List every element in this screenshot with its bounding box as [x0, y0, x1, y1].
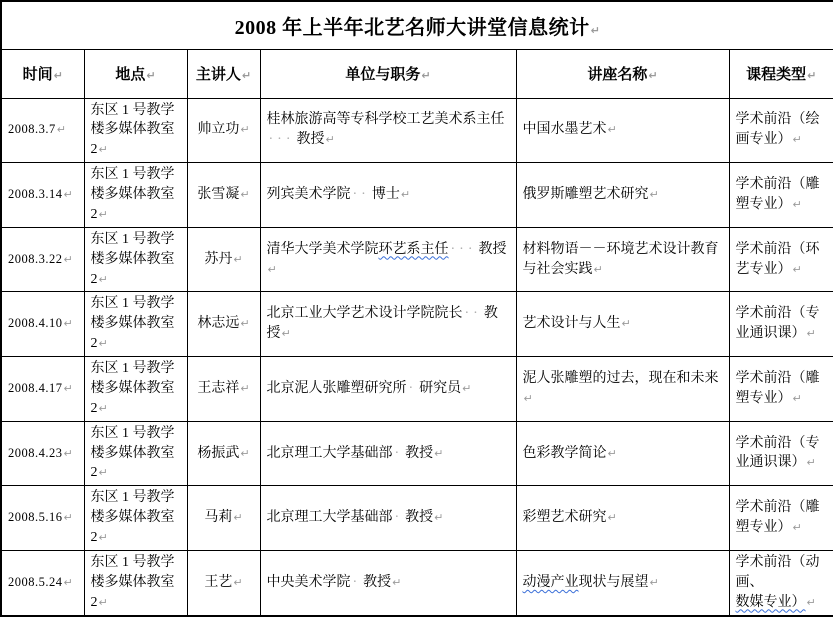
space-formatting-marks: · — [352, 574, 362, 590]
cell-text: 中国水墨艺术 — [522, 122, 607, 138]
paragraph-mark-icon: ↵ — [807, 69, 817, 82]
lecture-cell[interactable] — [516, 550, 729, 615]
time-cell[interactable] — [1, 163, 84, 228]
speaker-cell[interactable] — [187, 550, 260, 615]
lecture-cell[interactable] — [516, 292, 729, 357]
cell-text: 2008.3.14 — [8, 187, 63, 202]
lecture-cell[interactable] — [516, 98, 729, 163]
speaker-cell[interactable] — [187, 292, 260, 357]
place-cell[interactable] — [84, 550, 187, 615]
cell-text: 学术前沿（雕塑专业） — [735, 500, 820, 536]
paragraph-mark-icon: ↵ — [806, 595, 816, 609]
paragraph-mark-icon: ↵ — [649, 575, 659, 589]
cell-text: 桂林旅游高等专科学校工艺美术系主任 — [266, 112, 505, 128]
speaker-cell[interactable] — [187, 98, 260, 163]
cell-text: 北京泥人张雕塑研究所 — [266, 380, 407, 396]
cell-text: 博士 — [371, 187, 400, 202]
course-cell[interactable] — [729, 550, 833, 615]
unit-cell[interactable] — [260, 163, 516, 228]
place-cell[interactable] — [84, 486, 187, 551]
cell-text: 2008.4.17 — [8, 380, 63, 395]
table-row — [1, 357, 833, 422]
speaker-cell[interactable] — [187, 357, 260, 422]
lecture-cell[interactable] — [516, 163, 729, 228]
cell-text: 教授 — [296, 132, 325, 148]
time-cell[interactable] — [1, 421, 84, 486]
paragraph-mark-icon: ↵ — [146, 69, 156, 82]
cell-text: 彩塑艺术研究 — [522, 510, 607, 526]
paragraph-mark-icon: ↵ — [281, 327, 291, 341]
cell-text: 2008.5.16 — [8, 510, 63, 525]
unit-cell[interactable] — [260, 98, 516, 163]
space-formatting-marks: · — [394, 445, 404, 461]
paragraph-mark-icon: ↵ — [607, 123, 617, 137]
unit-cell[interactable] — [260, 292, 516, 357]
paragraph-mark-icon: ↵ — [233, 575, 243, 589]
cell-text: 北京理工大学基础部 — [266, 445, 393, 461]
space-formatting-marks: ··· — [268, 132, 295, 148]
cell-text: 列宾美术学院 — [266, 187, 351, 202]
paragraph-mark-icon: ↵ — [590, 23, 601, 37]
paragraph-mark-icon: ↵ — [63, 252, 74, 266]
paragraph-mark-icon: ↵ — [63, 188, 74, 202]
paragraph-mark-icon: ↵ — [792, 197, 802, 211]
paragraph-mark-icon: ↵ — [56, 123, 67, 137]
paragraph-mark-icon: ↵ — [434, 446, 444, 460]
cell-text: 王志祥 — [197, 380, 240, 396]
column-header-unit[interactable] — [260, 49, 516, 98]
paragraph-mark-icon: ↵ — [621, 317, 631, 331]
paragraph-mark-icon: ↵ — [98, 401, 108, 415]
cell-text: 东区 1 号教学楼多媒体教室 2 — [90, 361, 175, 416]
column-header-time[interactable] — [1, 49, 84, 98]
time-cell[interactable] — [1, 550, 84, 615]
paragraph-mark-icon: ↵ — [240, 381, 250, 395]
unit-cell[interactable] — [260, 357, 516, 422]
header-row — [1, 49, 833, 98]
space-formatting-marks: ··· — [450, 241, 477, 257]
paragraph-mark-icon: ↵ — [98, 466, 108, 480]
column-header-speaker[interactable] — [187, 49, 260, 98]
cell-text: 苏丹 — [204, 251, 233, 267]
column-header-course[interactable] — [729, 49, 833, 98]
speaker-cell[interactable] — [187, 163, 260, 228]
time-cell[interactable] — [1, 357, 84, 422]
cell-text: 清华大学美术学院 — [266, 241, 379, 257]
cell-text: 东区 1 号教学楼多媒体教室 2 — [90, 490, 175, 545]
cell-text: 东区 1 号教学楼多媒体教室 2 — [90, 231, 175, 287]
space-formatting-marks: ·· — [464, 306, 482, 322]
table-body — [1, 98, 833, 616]
lecture-cell[interactable] — [516, 227, 729, 292]
cell-text: 教授 — [363, 574, 392, 590]
place-cell[interactable] — [84, 98, 187, 163]
time-cell[interactable] — [1, 292, 84, 357]
cell-text: 现状与展望 — [578, 574, 649, 590]
unit-cell[interactable] — [260, 486, 516, 551]
column-header-label: 课程类型 — [746, 67, 807, 83]
table-row — [1, 227, 833, 292]
cell-text: 2008.3.22 — [8, 251, 63, 266]
cell-text: 2008.4.10 — [8, 316, 63, 331]
table-row — [1, 163, 833, 228]
cell-text: 东区 1 号教学楼多媒体教室 2 — [90, 425, 175, 481]
paragraph-mark-icon: ↵ — [98, 207, 108, 221]
paragraph-mark-icon: ↵ — [63, 317, 74, 331]
cell-text: 东区 1 号教学楼多媒体教室 2 — [90, 102, 175, 158]
place-cell[interactable] — [84, 357, 187, 422]
cell-text: 东区 1 号教学楼多媒体教室 2 — [90, 554, 175, 610]
speaker-cell[interactable] — [187, 227, 260, 292]
cell-text: 色彩教学简论 — [522, 445, 607, 461]
table-title: 2008 年上半年北艺名师大讲堂信息统计 — [234, 16, 590, 39]
paragraph-mark-icon: ↵ — [792, 262, 802, 276]
paragraph-mark-icon: ↵ — [649, 188, 659, 201]
paragraph-mark-icon: ↵ — [523, 391, 533, 405]
table-row — [1, 550, 833, 615]
cell-text: 艺术设计与人生 — [522, 316, 621, 332]
cell-text: 2008.3.7 — [8, 122, 56, 137]
title-row — [1, 1, 833, 49]
paragraph-mark-icon: ↵ — [462, 381, 472, 395]
course-cell[interactable] — [729, 227, 833, 292]
cell-text: 2008.4.23 — [8, 445, 63, 460]
cell-text: 王艺 — [204, 574, 233, 590]
paragraph-mark-icon: ↵ — [806, 456, 816, 470]
time-cell[interactable] — [1, 227, 84, 292]
table-row — [1, 292, 833, 357]
cell-text: 杨振武 — [197, 445, 240, 461]
table-row — [1, 486, 833, 551]
cell-text: 教授 — [266, 306, 498, 342]
paragraph-mark-icon: ↵ — [240, 446, 250, 460]
unit-cell[interactable] — [260, 227, 516, 292]
lecture-cell[interactable] — [516, 357, 729, 422]
paragraph-mark-icon: ↵ — [241, 69, 252, 82]
space-formatting-marks: · — [394, 510, 404, 526]
cell-text: 学术前沿（雕塑专业） — [735, 177, 820, 212]
paragraph-mark-icon: ↵ — [648, 69, 658, 82]
unit-cell[interactable] — [260, 421, 516, 486]
cell-text: 张雪凝 — [197, 187, 240, 202]
cell-text: 学术前沿（环艺专业） — [735, 241, 820, 277]
place-cell[interactable] — [84, 421, 187, 486]
lecture-cell[interactable] — [516, 486, 729, 551]
paragraph-mark-icon: ↵ — [607, 511, 617, 525]
paragraph-mark-icon: ↵ — [98, 272, 108, 286]
paragraph-mark-icon: ↵ — [240, 188, 250, 201]
cell-text: 2008.5.24 — [8, 574, 63, 589]
paragraph-mark-icon: ↵ — [98, 143, 108, 157]
paragraph-mark-icon: ↵ — [325, 133, 335, 147]
course-cell[interactable] — [729, 486, 833, 551]
speaker-cell[interactable] — [187, 486, 260, 551]
paragraph-mark-icon: ↵ — [792, 133, 802, 147]
paragraph-mark-icon: ↵ — [233, 252, 243, 266]
column-header-label: 讲座名称 — [587, 67, 648, 83]
cell-text: 教授 — [405, 445, 434, 461]
paragraph-mark-icon: ↵ — [240, 317, 250, 331]
paragraph-mark-icon: ↵ — [792, 391, 802, 405]
course-cell[interactable] — [729, 98, 833, 163]
course-cell[interactable] — [729, 292, 833, 357]
space-formatting-marks: ·· — [352, 187, 370, 202]
cell-text: 学术前沿（动画、 — [735, 554, 820, 590]
cell-text: 学术前沿（专业通识课） — [735, 435, 820, 471]
cell-text: 马莉 — [204, 510, 233, 526]
time-cell[interactable] — [1, 98, 84, 163]
course-cell[interactable] — [729, 163, 833, 228]
cell-text: 东区 1 号教学楼多媒体教室 2 — [90, 167, 175, 222]
paragraph-mark-icon: ↵ — [421, 69, 431, 82]
cell-text: 环艺系主任 — [378, 241, 449, 257]
cell-text: 学术前沿（专业通识课） — [735, 306, 820, 342]
time-cell[interactable] — [1, 486, 84, 551]
cell-text: 俄罗斯雕塑艺术研究 — [522, 187, 649, 202]
paragraph-mark-icon: ↵ — [63, 381, 74, 395]
cell-text: 材料物语－－环境艺术设计教育与社会实践 — [522, 241, 719, 277]
column-header-place[interactable] — [84, 49, 187, 98]
paragraph-mark-icon: ↵ — [392, 575, 402, 589]
cell-text: 数媒专业） — [735, 594, 806, 610]
column-header-label: 单位与职务 — [345, 67, 421, 83]
unit-cell[interactable] — [260, 550, 516, 615]
cell-text: 帅立功 — [197, 122, 240, 138]
paragraph-mark-icon: ↵ — [233, 511, 243, 525]
column-header-lecture[interactable] — [516, 49, 729, 98]
place-cell[interactable] — [84, 163, 187, 228]
paragraph-mark-icon: ↵ — [593, 262, 603, 276]
course-cell[interactable] — [729, 421, 833, 486]
paragraph-mark-icon: ↵ — [63, 511, 74, 525]
column-header-label: 地点 — [115, 67, 146, 83]
paragraph-mark-icon: ↵ — [792, 521, 802, 535]
cell-text: 东区 1 号教学楼多媒体教室 2 — [90, 296, 175, 352]
cell-text: 林志远 — [197, 316, 240, 332]
cell-text: 教授 — [478, 241, 507, 257]
column-header-label: 主讲人 — [195, 67, 241, 83]
cell-text: 研究员 — [419, 380, 462, 396]
paragraph-mark-icon: ↵ — [63, 575, 74, 589]
paragraph-mark-icon: ↵ — [53, 69, 63, 82]
paragraph-mark-icon: ↵ — [98, 337, 108, 351]
paragraph-mark-icon: ↵ — [267, 262, 277, 276]
speaker-cell[interactable] — [187, 421, 260, 486]
paragraph-mark-icon: ↵ — [240, 123, 250, 137]
cell-text: 中央美术学院 — [266, 574, 351, 590]
cell-text: 泥人张雕塑的过去，现在和未来 — [522, 370, 719, 386]
paragraph-mark-icon: ↵ — [63, 446, 74, 460]
course-cell[interactable] — [729, 357, 833, 422]
table-row — [1, 421, 833, 486]
paragraph-mark-icon: ↵ — [607, 446, 617, 460]
paragraph-mark-icon: ↵ — [98, 595, 108, 609]
space-formatting-marks: · — [408, 380, 418, 396]
lecture-cell[interactable] — [516, 421, 729, 486]
paragraph-mark-icon: ↵ — [98, 531, 108, 544]
cell-text: 学术前沿（绘画专业） — [735, 112, 820, 148]
place-cell[interactable] — [84, 292, 187, 357]
place-cell[interactable] — [84, 227, 187, 292]
paragraph-mark-icon: ↵ — [400, 188, 411, 201]
cell-text: 北京理工大学基础部 — [266, 510, 393, 526]
cell-text: 动漫产业 — [522, 574, 579, 590]
cell-text: 教授 — [405, 510, 434, 526]
cell-text: 学术前沿（雕塑专业） — [735, 370, 820, 406]
cell-text: 北京工业大学艺术设计学院院长 — [266, 306, 463, 322]
table-title-cell[interactable] — [1, 1, 833, 49]
paragraph-mark-icon: ↵ — [434, 511, 444, 525]
column-header-label: 时间 — [22, 67, 53, 83]
paragraph-mark-icon: ↵ — [806, 327, 816, 341]
table-row — [1, 98, 833, 163]
